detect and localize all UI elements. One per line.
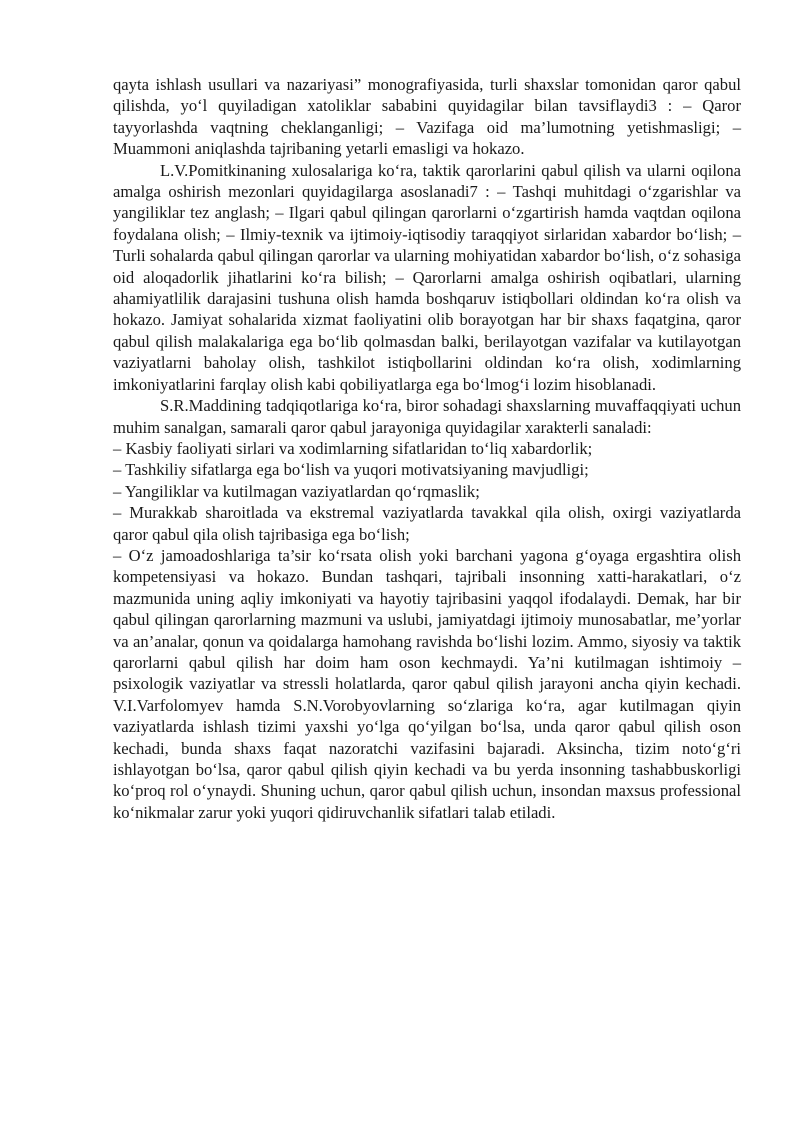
paragraph-intro: qayta ishlash usullari va nazariyasi” monografiyasida, turli shaxslar tomonidan qaror qabul qilishda, yo‘l quyiladigan xatoliklar sababini quyidagilar bilan tavsiflaydi3 : – Qaror tayyorlashda vaqtning cheklanganligi; – Vazifaga oid ma’lumotning yetishmasligi; – Muammoni aniqlashda tajribaning yetarli emasligi va hokazo. (113, 75, 741, 159)
list-item-organizational-qualities: – Tashkiliy sifatlarga ega bo‘lish va yuqori motivatsiyaning mavjudligi; (113, 460, 589, 480)
paragraph-pomitkina: L.V.Pomitkinaning xulosalariga ko‘ra, taktik qarorlarini qabul qilish va ularni oqilona amalga oshirish mezonlari quyidagilarga asoslanadi7 : – Tashqi muhitdagi o‘zgarishlar va yangiliklar tez anglash; – Ilgari qabul qilingan qarorlarni o‘zgartirish hamda vaqtdan oqilona foydalana olish; – Ilmiy-texnik va ijtimoiy-iqtisodiy taraqqiyot sirlaridan xabardor bo‘lish; – Turli sohalarda qabul qilingan qarorlar va ularning mohiyatidan xabardor bo‘lish, o‘z sohasiga oid aloqadorlik jihatlarini ko‘ra bilish; – Qarorlarni amalga oshirish oqibatlari, ularning ahamiyatlilik darajasini tushuna olish hamda boshqaruv istiqbollari oldindan ko‘ra olish va hokazo. Jamiyat sohalarida xizmat faoliyatini olib borayotgan har bir shaxs faqatgina, qaror qabul qilish malakalariga ega bo‘lib qolmasdan balki, berilayotgan vazifalar va kutilayotgan vaziyatlarni baholay olish, tashkilot istiqbollarini oldindan ko‘ra olish, xodimlarning imkoniyatlarini farqlay olish kabi qobiliyatlarga ega bo‘lmog‘i lozim hisoblanadi. (113, 160, 741, 394)
list-item-risk-taking: – Murakkab sharoitlada va ekstremal vaziyatlarda tavakkal qila olish, oxirgi vaziyatlarda qaror qabul qila olish tajribasiga ega bo‘lish; (113, 503, 741, 544)
document-page (113, 74, 741, 823)
list-item-influence: – O‘z jamoadoshlariga ta’sir ko‘rsata olish yoki barchani yagona g‘oyaga ergashtira olish kompetensiyasi va hokazo. Bundan tashqari, tajribali insonning xatti-harakatlari, o‘z mazmunida uning aqliy imkoniyati va hayotiy tajribasini yaqqol ifodalaydi. Demak, har bir qabul qilingan qarorlarning mazmuni va uslubi, jamiyatdagi ijtimoiy munosabatlar, me’yorlar va an’analar, qonun va qoidalarga hamohang ravishda bo‘lishi lozim. Ammo, siyosiy va taktik qarorlarni qabul qilish har doim ham oson kechmaydi. Ya’ni kutilmagan ishtimoiy – psixologik vaziyatlar va stressli holatlarda, qaror qabul qilish jarayoni ancha qiyin kechadi. V.I.Varfolomyev hamda S.N.Vorobyovlarning so‘zlariga ko‘ra, agar kutilmagan qiyin vaziyatlarda ishlash tizimi yaxshi yo‘lga qo‘yilgan bo‘lsa, unda qaror qabul qilish oson kechadi, bunda shaxs faqat nazoratchi vazifasini bajaradi. Aksincha, tizim noto‘g‘ri ishlayotgan bo‘lsa, qaror qabul qilish qiyin kechadi va bu yerda insonning tashabbuskorligi ko‘proq rol o‘ynaydi. Shuning uchun, qaror qabul qilish uchun, insondan maxsus professional ko‘nikmalar zarur yoki yuqori qidiruvchanlik sifatlari talab etiladi. (113, 545, 741, 822)
paragraph-maddi: S.R.Maddining tadqiqotlariga ko‘ra, biror sohadagi shaxslarning muvaffaqqiyati uchun muhim sanalgan, samarali qaror qabul jarayoniga quyidagilar xarakterli sanaladi: (113, 396, 741, 437)
list-item-no-fear: – Yangiliklar va kutilmagan vaziyatlardan qo‘rqmaslik; (113, 481, 480, 501)
list-item-professional-awareness: – Kasbiy faoliyati sirlari va xodimlarning sifatlaridan to‘liq xabardorlik; (113, 438, 593, 458)
